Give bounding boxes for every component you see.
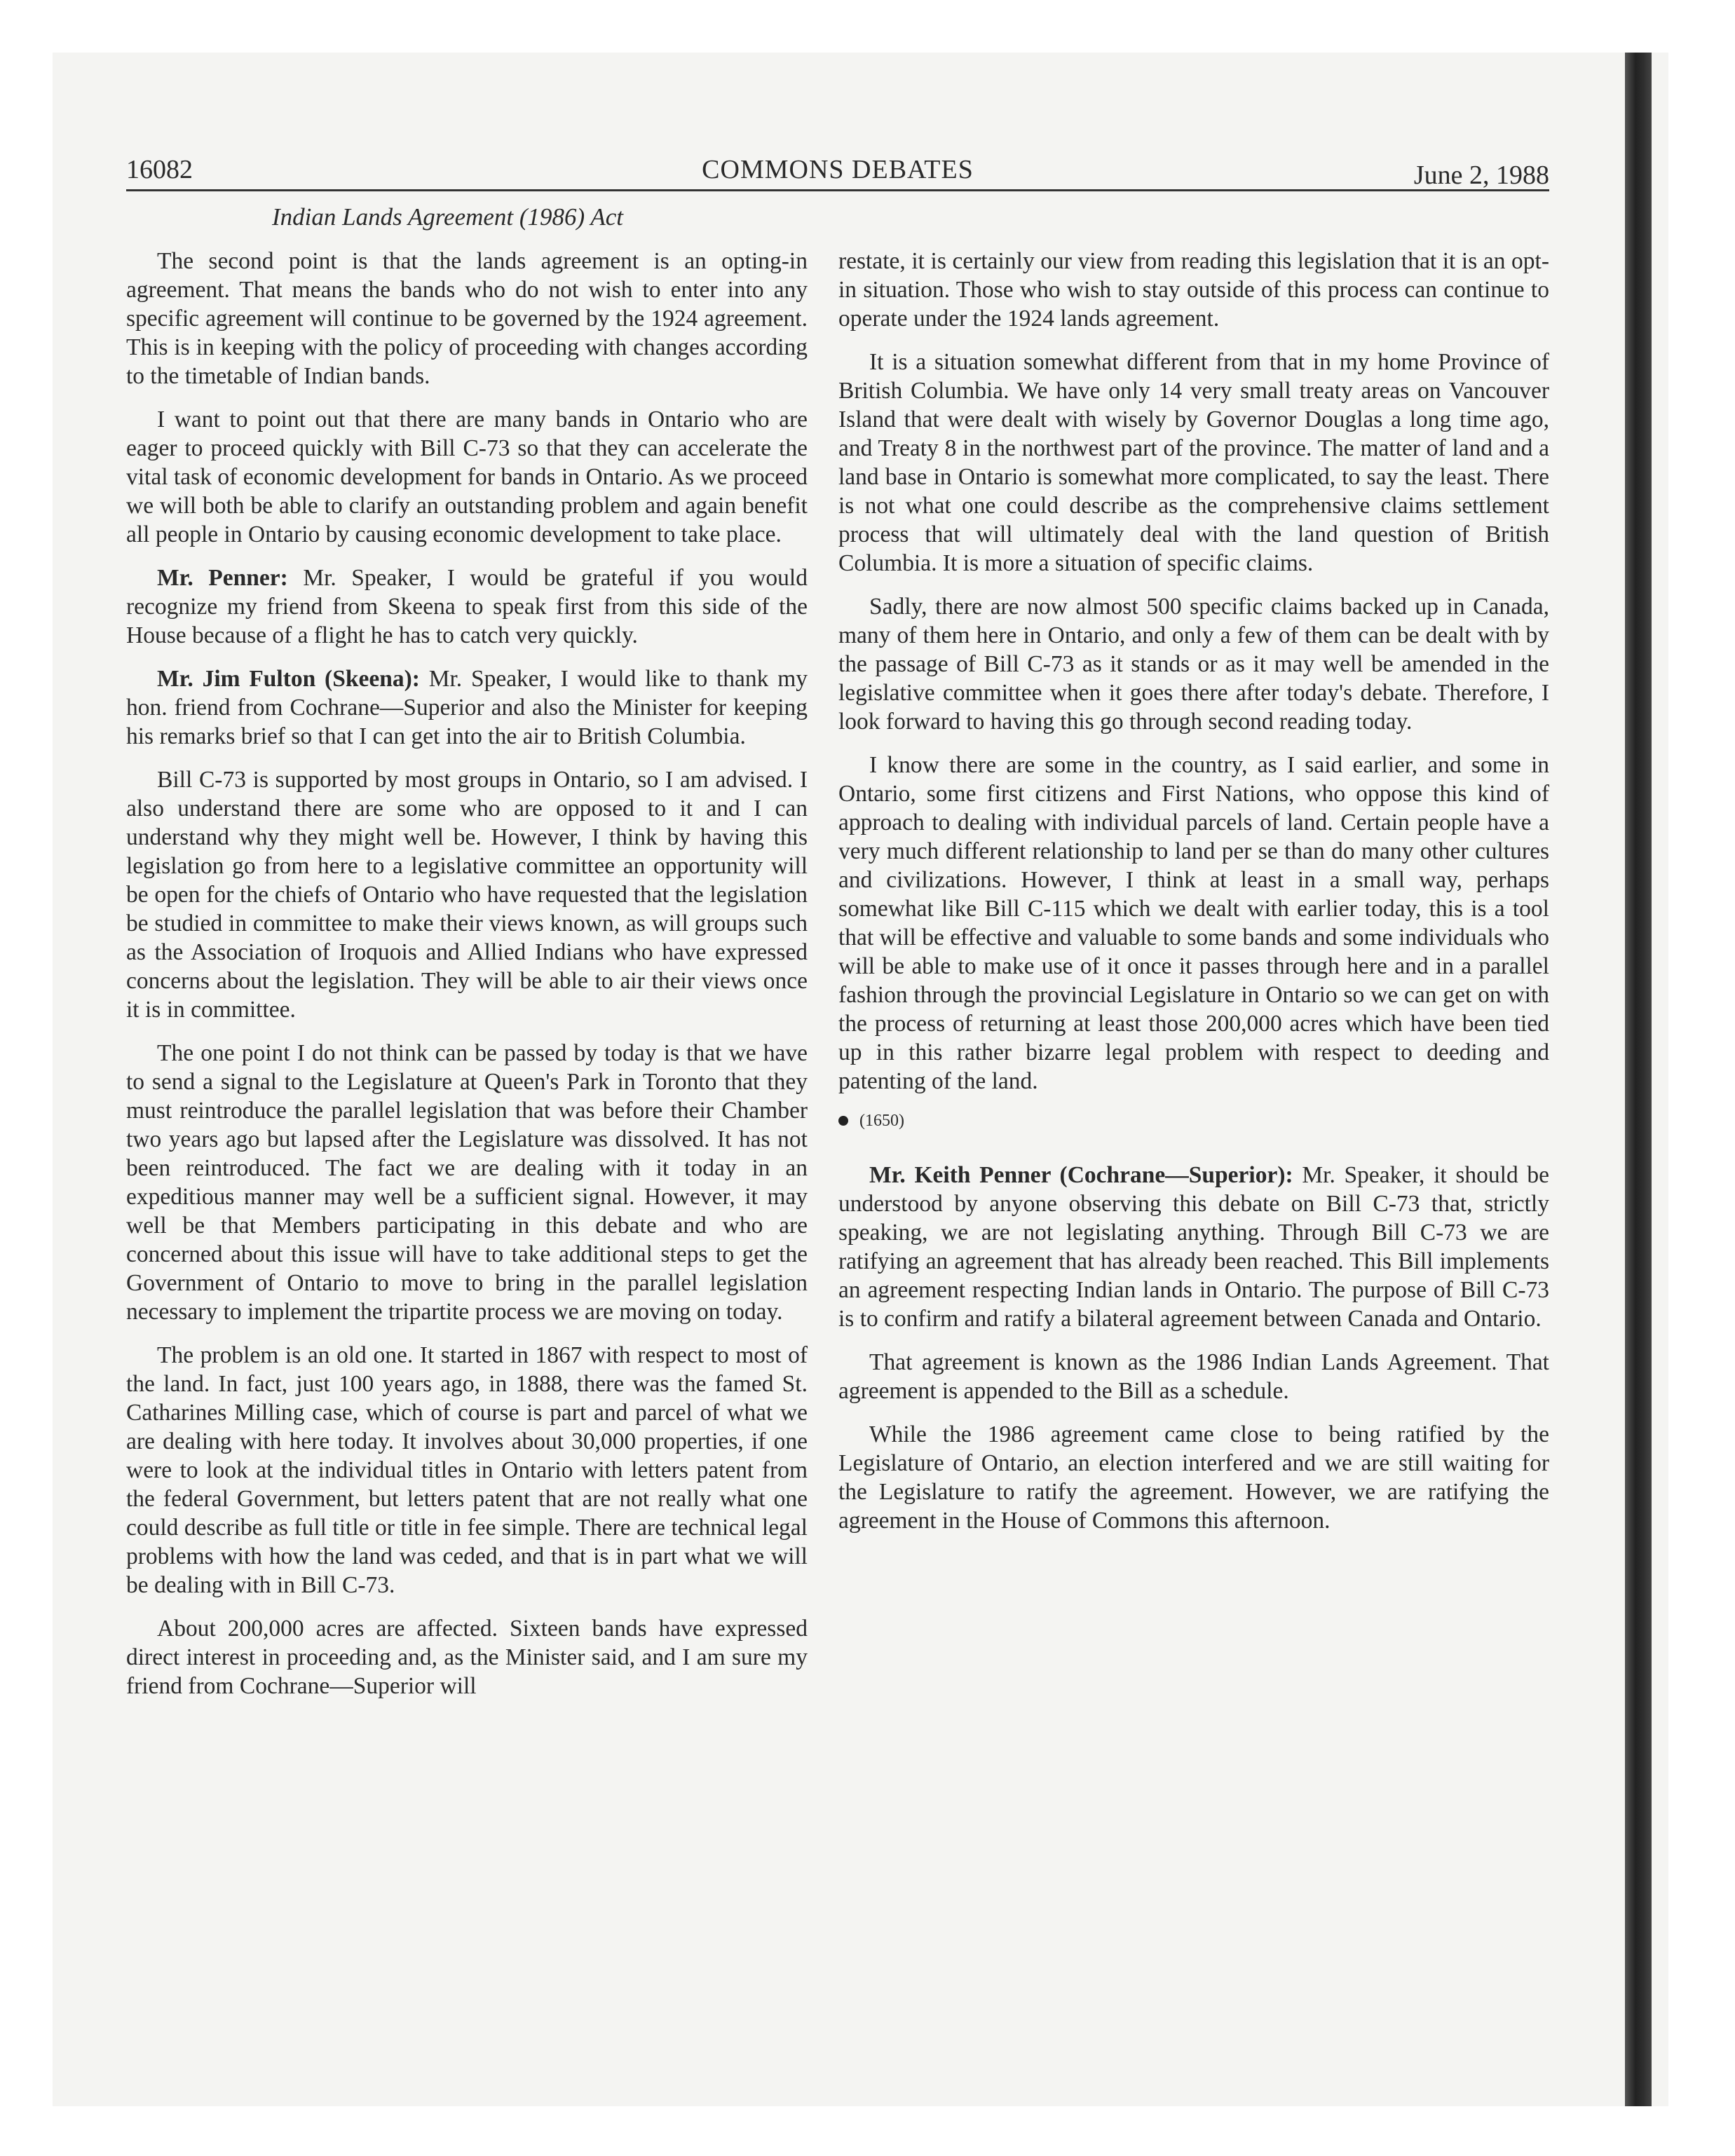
left-column xyxy=(126,247,808,1715)
paragraph xyxy=(838,592,1549,736)
paragraph xyxy=(126,765,808,1024)
time-marker xyxy=(838,1110,1549,1131)
paragraph-text: The second point is that the lands agreement is an opting-in agreement. That means the bands who do not wish to enter into any specific agreement will continue to be governed by the 1924 agreement. This is in keeping with the policy of proceeding with changes according to the timetable of Indian bands. xyxy=(126,248,808,389)
paragraph-text: I want to point out that there are many bands in Ontario who are eager to proceed quickly with Bill C-73 so that they can accelerate the vital task of economic development for bands in Ontario. As we proceed we will both be able to clarify an outstanding problem and again benefit all people in Ontario by causing economic development to take place. xyxy=(126,407,808,547)
right-column-first-block xyxy=(838,247,1549,1096)
paragraph xyxy=(838,247,1549,333)
paragraph xyxy=(126,405,808,549)
paragraph-text: Mr. Speaker, it should be understood by anyone observing this debate on Bill C-73 that, strictly speaking, we are not legislating anything. Through Bill C-73 we are ratifying an agreement that has already been reached. This Bill implements an agreement respecting Indian lands in Ontario. The purpose of Bill C-73 is to confirm and ratify a bilateral agreement between Canada and Ontario. xyxy=(838,1162,1550,1332)
paragraph-text: The one point I do not think can be passed by today is that we have to send a signal to the Legislature at Queen's Park in Toronto that they must reintroduce the parallel legislation that was before their Chamber two years ago but lapsed after the Legislature was dissolved. It has not been reintroduced. The fact we are dealing with it today in an expeditious manner may well be a sufficient signal. However, it may well be that Members participating in this debate and who are concerned about this issue will have to take additional steps to get the Government of Ontario to move to bring in the parallel legislation necessary to implement the tripartite process we are moving on today. xyxy=(126,1040,808,1325)
paragraph-text: That agreement is known as the 1986 Indian Lands Agreement. That agreement is appended to the Bill as a schedule. xyxy=(838,1349,1549,1404)
paragraph-text: restate, it is certainly our view from reading this legislation that it is an opt-in situation. Those who wish to stay outside of this process can continue to operate under the 1924 lands agreement. xyxy=(838,248,1549,332)
paragraph-text: Bill C-73 is supported by most groups in Ontario, so I am advised. I also understand there are some who are opposed to it and I can understand why they might well be. However, I think by having this legislation go from here to a legislative committee an opportunity will be open for the chiefs of Ontario who have requested that the legislation be studied in committee to make their views known, as will groups such as the Association of Iroquois and Allied Indians who have expressed concerns about the legislation. They will be able to air their views once it is in committee. xyxy=(126,767,808,1023)
paragraph-text: While the 1986 agreement came close to being ratified by the Legislature of Ontario, an election interfered and we are still waiting for the Legislature to ratify the agreement. However, we are ratifying the agreement in the House of Commons this afternoon. xyxy=(838,1421,1549,1534)
speaker-name: Mr. Penner: xyxy=(157,565,288,591)
issue-date: June 2, 1988 xyxy=(1413,161,1549,190)
paragraph-text: It is a situation somewhat different from that in my home Province of British Columbia. We have only 14 very small treaty areas on Vancouver Island that were dealt with wisely by Governor Douglas a long time ago, and Treaty 8 in the northwest part of the province. The matter of land and a land base in Ontario is somewhat more complicated, to say the least. There is not what one could describe as the comprehensive claims settlement process that will ultimately deal with the land question of British Columbia. It is more a situation of specific claims. xyxy=(838,349,1549,576)
right-column-second-block xyxy=(838,1161,1549,1535)
paragraph-text: Mr. Speaker, I would like to thank my hon. friend from Cochrane—Superior and also the Minister for keeping his remarks brief so that I can get into the air to British Columbia. xyxy=(126,666,808,749)
paragraph-text: Sadly, there are now almost 500 specific claims backed up in Canada, many of them here in Ontario, and only a few of them can be dealt with by the passage of Bill C-73 as it stands or as it may well be amended in the legislative committee when it goes there after today's debate. Therefore, I look forward to having this go through second reading today. xyxy=(838,594,1549,735)
paragraph xyxy=(838,348,1549,578)
right-column xyxy=(838,247,1549,1550)
page-number: 16082 xyxy=(126,155,193,184)
running-header xyxy=(126,153,1549,191)
speaker-name: Mr. Keith Penner (Cochrane—Superior): xyxy=(869,1162,1293,1188)
publication-title: COMMONS DEBATES xyxy=(702,155,974,184)
paragraph xyxy=(126,247,808,390)
scan-edge-shadow xyxy=(1625,53,1652,2106)
paragraph xyxy=(126,1341,808,1599)
paragraph xyxy=(126,664,808,751)
paragraph xyxy=(838,1420,1549,1535)
paragraph-text: Mr. Speaker, I would be grateful if you would recognize my friend from Skeena to speak first from this side of the House because of a flight he has to catch very quickly. xyxy=(126,565,808,648)
paragraph xyxy=(126,1039,808,1326)
paragraph xyxy=(126,564,808,650)
section-title: Indian Lands Agreement (1986) Act xyxy=(272,203,623,231)
paragraph-text: The problem is an old one. It started in 1867 with respect to most of the land. In fact, just 100 years ago, in 1888, there was the famed St. Catharines Milling case, which of course is part and parcel of what we are dealing with here today. It involves about 30,000 properties, if one were to look at the individual titles in Ontario with letters patent from the federal Government, but letters patent that are not really what one could describe as full title or title in fee simple. There are technical legal problems with how the land was ceded, and that is in part what we will be dealing with in Bill C-73. xyxy=(126,1342,808,1598)
paragraph xyxy=(838,1161,1549,1333)
paragraph-text: About 200,000 acres are affected. Sixteen bands have expressed direct interest in proceeding and, as the Minister said, and I am sure my friend from Cochrane—Superior will xyxy=(126,1616,808,1699)
paragraph-text: I know there are some in the country, as I said earlier, and some in Ontario, some first citizens and First Nations, who oppose this kind of approach to dealing with individual parcels of land. Certain people have a very much different relationship to land per se than do many other cultures and civilizations. However, I think at least in a small way, perhaps somewhat like Bill C-115 which we dealt with earlier today, this is a tool that will be effective and valuable to some bands and some individuals who will be able to make use of it once it passes through here and in a parallel fashion through the provincial Legislature in Ontario so we can get on with the process of returning at least those 200,000 acres which have been tied up in this rather bizarre legal problem with respect to deeding and patenting of the land. xyxy=(838,752,1549,1094)
bullet-dot-icon xyxy=(838,1116,848,1126)
speaker-name: Mr. Jim Fulton (Skeena): xyxy=(157,666,420,692)
time-marker-label: (1650) xyxy=(859,1112,904,1130)
paragraph xyxy=(126,1614,808,1700)
paragraph xyxy=(838,751,1549,1096)
paragraph xyxy=(838,1348,1549,1405)
